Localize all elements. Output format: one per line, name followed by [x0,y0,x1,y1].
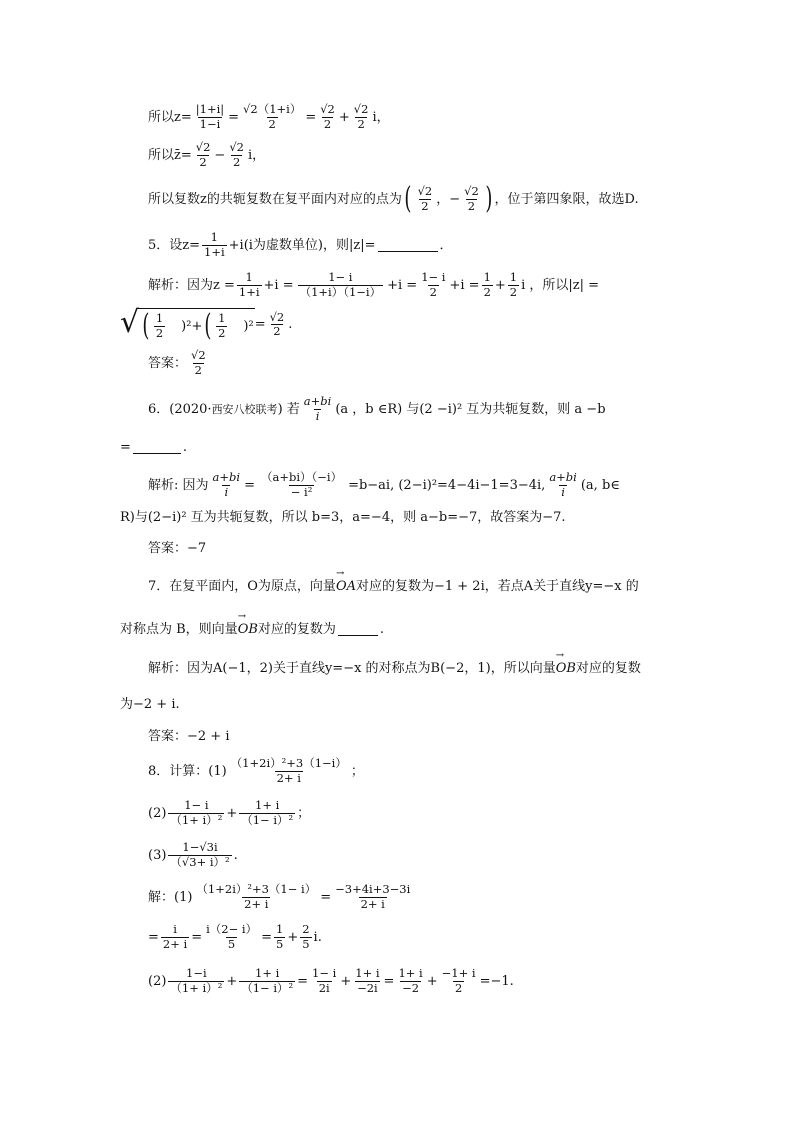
text: 解析：因为z = [148,277,235,293]
vector-OB: → OB [556,662,576,675]
text: = [305,109,317,125]
q5-solution-1 [148,272,599,298]
text: i， [372,109,390,125]
text: . [379,621,385,637]
left-paren: ( [404,181,412,216]
text: 对应的复数为−1 + 2i，若点A关于直线y=−x 的 [355,579,639,594]
text: = [148,929,159,945]
text: 6．(2020· [148,401,212,417]
fraction: $\frac{1}{2}$ [483,270,491,299]
fraction: $\frac{a+bi}{i}$ [212,470,241,499]
q6-answer [148,542,206,555]
text: (a, b∈ [580,477,620,493]
fraction: $\frac{1- i}{\text{（1+ i）²}}$ [170,798,223,827]
fraction: $\frac{√2}{2}$ [417,184,433,213]
fraction: $\frac{1+ i}{-2i}$ [355,966,380,995]
fraction: $\frac{1}{2}$ [155,311,164,340]
text: 5．设z= [148,237,201,253]
text: ． [439,237,453,253]
vector-OA: → OA [336,580,356,593]
q7-solution-1 [148,662,641,675]
fraction: $\frac{2}{5}$ [302,922,310,951]
text: − [214,147,226,163]
text: 答案：−2 + i [148,729,230,744]
text: = [383,973,395,989]
fraction: $\frac{|1+i|}{1-i}$ [195,102,225,131]
text: 答案： [148,355,188,371]
prev-line-2 [148,142,265,168]
text: i ，所以|z| = [521,277,600,293]
text: =−1. [479,973,514,989]
answer-blank [338,622,378,636]
q7-stem-2 [120,622,384,636]
q8-part-3 [148,842,238,868]
fraction: $\frac{√2}{2}$ [191,348,206,377]
text: = [228,109,240,125]
fraction: $\frac{i(2- i)}{5}$ [206,922,258,951]
text: 对应的复数 [575,661,641,676]
q6-solution-1 [148,472,620,498]
fraction: $\frac{\text{（1+2i）²+3（1−i）}}{2+ i}$ [230,756,347,785]
fraction: $\frac{1- i}{2i}$ [312,966,337,995]
fraction: $\frac{-3+4i+3-3i}{2+ i}$ [335,882,411,911]
q7-solution-2 [120,698,180,711]
q6-solution-2 [120,511,566,524]
fraction: $\frac{1-i}{\text{（1+ i）²}}$ [170,966,223,995]
q8-solution-3 [148,968,514,994]
right-paren: ) [485,181,493,216]
source-label: 西安八校联考 [211,402,278,416]
fraction: $\frac{√2}{2}$ [464,184,479,213]
text: + [338,109,350,125]
q6-stem-2 [120,440,187,454]
text: = [254,317,266,332]
text: = [261,929,272,945]
text: i. [313,929,322,945]
prev-line-3 [148,181,639,216]
text: ，位于第四象限，故选D. [494,191,639,207]
text: +i = [449,277,480,293]
text: )² [243,318,254,334]
prev-line-1 [148,104,390,130]
text: + [226,973,238,989]
q7-stem-1 [148,580,639,593]
text: ，− [436,191,461,207]
fraction: $\frac{1}{5}$ [275,922,284,951]
fraction: $\frac{1-√3i}{\text{（√3+ i）²}}$ [170,840,230,869]
text: = [297,973,309,989]
text: )²+ [181,318,203,334]
text: 解：(1) [148,889,193,905]
answer-blank [133,440,181,454]
fraction: $\frac{1- i}{2}$ [421,270,446,299]
text: + [287,929,299,945]
text: = [120,439,131,455]
text: (3) [148,847,167,863]
fraction: $\frac{1+ i}{\text{（1− i）²}}$ [241,966,294,995]
text: + [494,277,506,293]
text: 解析: 因为 [148,477,209,493]
text: 8．计算：(1) [148,763,227,779]
q8-solution-2 [148,924,322,950]
text: 所以复数z的共轭复数在复平面内对应的点为 [148,191,402,207]
fraction: $\frac{1+ i}{\text{（1− i）²}}$ [241,798,294,827]
fraction: $\frac{a+bi}{i}$ [549,470,577,499]
text: . [182,439,188,455]
q6-stem-1 [148,396,606,422]
text: (2) [148,805,167,821]
text: + [426,973,438,989]
fraction: $\frac{√2}{2}$ [320,102,335,131]
text: 为−2 + i. [120,697,180,712]
fraction: $\frac{√2(1+i)}{2}$ [243,102,302,131]
fraction: $\frac{√2}{2}$ [229,140,244,169]
text: . [288,317,293,332]
text: 7．在复平面内，O为原点，向量 [148,579,336,594]
text: 所以z̄= [148,147,192,163]
text: + [340,973,352,989]
q5-answer [148,350,210,376]
fraction: $\frac{-1+ i}{2}$ [441,966,476,995]
text: = [320,889,332,905]
fraction: $\frac{a+bi}{i}$ [303,394,332,423]
text: i， [247,147,266,163]
text: ； [350,763,364,779]
text: + [226,805,238,821]
text: ) 若 [277,401,300,417]
text: 答案：−7 [148,541,207,556]
text: = [191,929,203,945]
text: (2) [148,973,167,989]
text: (a ，b ∈R) 与(2 −i)² 互为共轭复数，则 a −b [335,401,606,417]
fraction: $\frac{√2}{2}$ [353,102,369,131]
q8-solution-1 [148,884,414,910]
fraction: $\frac{√2}{2}$ [269,309,285,338]
text: . [233,847,238,863]
text: +i(i为虚数单位)，则|z|= [228,237,376,253]
text: ； [297,805,311,821]
text: +i = [263,277,294,293]
text: 对称点为 B，则向量 [120,621,238,637]
text: = [244,477,255,493]
answer-blank [378,238,438,252]
q5-stem [148,232,453,258]
sqrt: √ ( $\frac{1}{2}$ )²+ ( $\frac{1}{2}$ )² [120,305,254,343]
text: 所以z= [148,109,192,125]
text: +i = [387,277,418,293]
fraction: $\frac{i}{2+ i}$ [162,922,188,951]
q8-stem [148,758,364,784]
fraction: $\frac{1}{1+i}$ [238,270,260,299]
text: 解析：因为A(−1，2)关于直线y=−x 的对称点为B(−2，1)，所以向量 [148,661,556,676]
text: 对应的复数为 [257,621,336,637]
fraction: $\frac{(a+bi)(-i)}{\text{− i²}}$ [260,470,343,499]
vector-OB: → OB [238,623,258,636]
fraction: $\frac{1}{2}$ [218,311,226,340]
fraction: $\frac{1+ i}{-2}$ [398,966,423,995]
q7-answer [148,730,229,743]
q5-solution-2 [120,305,293,343]
fraction: $\frac{\text{（1+2i）²+3（1− i）}}{2+ i}$ [196,882,317,911]
fraction: $\frac{1- i}{(1+i)(1-i)}$ [299,270,382,299]
text: =b−ai, (2−i)²=4−4i−1=3−4i, [348,477,546,493]
text: R)与(2−i)² 互为共轭复数，所以 b=3，a=−4，则 a−b=−7，故答案为−7. [120,510,566,525]
fraction: $\frac{1}{1+i}$ [204,230,225,259]
q8-part-2 [148,800,310,826]
fraction: $\frac{1}{2}$ [509,270,518,299]
fraction: $\frac{√2}{2}$ [195,140,211,169]
